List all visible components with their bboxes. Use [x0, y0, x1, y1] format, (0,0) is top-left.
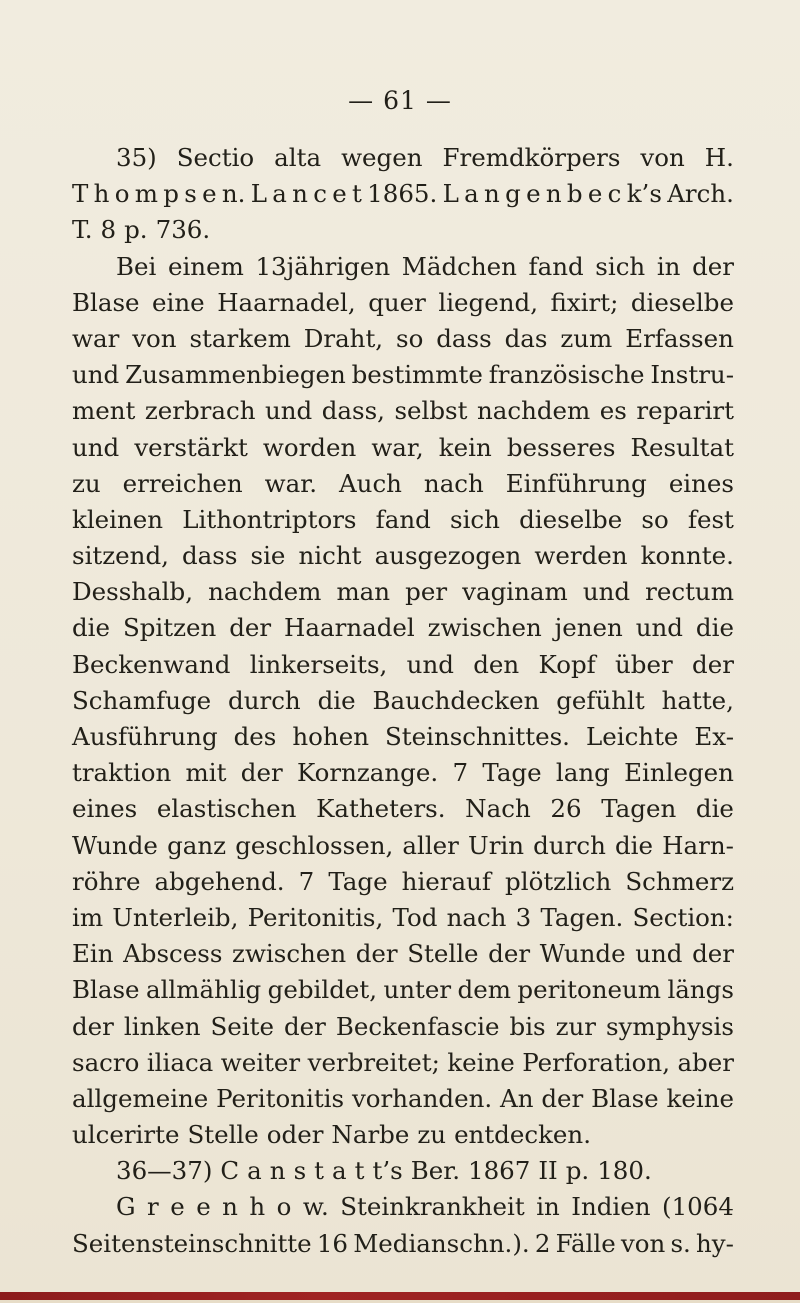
- text-line: Ein Abscess zwischen der Stelle der Wunde und der: [72, 939, 734, 969]
- text-line: 36—37) C a n s t a t t’s Ber. 1867 II p. 180.: [116, 1156, 652, 1186]
- text-line: Ausführung des hohen Steinschnittes. Leichte Ex-: [72, 722, 734, 751]
- text-line: T h o m p s e n. L a n c e t 1865. L a n g e n b e c k’s Arch.: [72, 179, 734, 209]
- text-line: traktion mit der Kornzange. 7 Tage lang Einlegen: [72, 758, 734, 788]
- text-line: T. 8 p. 736.: [72, 215, 211, 245]
- page-number: — 61 —: [348, 86, 452, 115]
- text-line: im Unterleib, Peritonitis, Tod nach 3 Tagen. Section:: [72, 902, 734, 932]
- text-line: Beckenwand linkerseits, und den Kopf über der: [72, 649, 734, 679]
- text-line: die Spitzen der Haarnadel zwischen jenen und die: [72, 613, 734, 643]
- text-line: röhre abgehend. 7 Tage hierauf plötzlich Schmerz: [72, 866, 734, 896]
- text-line: ment zerbrach und dass, selbst nachdem es reparirt: [72, 396, 734, 426]
- text-line: Desshalb, nachdem man per vaginam und rectum: [72, 577, 734, 607]
- text-line: Blase allmählig gebildet, unter dem peritoneum längs: [72, 975, 734, 1005]
- text-line: war von starkem Draht, so dass das zum Erfassen: [72, 323, 734, 353]
- text-line: Blase eine Haarnadel, quer liegend, fixirt; dieselbe: [72, 287, 734, 317]
- text-line: und Zusammenbiegen bestimmte französische Instru-: [72, 360, 734, 390]
- text-line: ulcerirte Stelle oder Narbe zu entdecken.: [72, 1120, 592, 1150]
- text-line: Wunde ganz geschlossen, aller Urin durch die Harn-: [72, 830, 734, 860]
- text-line: kleinen Lithontriptors fand sich dieselbe so fest: [72, 504, 734, 534]
- text-line: Seitensteinschnitte 16 Medianschn.). 2 Fälle von s. hy-: [72, 1228, 734, 1258]
- text-line: sitzend, dass sie nicht ausgezogen werden konnte.: [72, 541, 734, 571]
- text-line: sacro iliaca weiter verbreitet; keine Perforation, aber: [72, 1047, 734, 1077]
- text-line: der linken Seite der Beckenfascie bis zur symphysis: [72, 1011, 734, 1041]
- text-line: 35) Sectio alta wegen Fremdkörpers von H.: [116, 143, 734, 172]
- bottom-border: [0, 1292, 800, 1300]
- text-line: Schamfuge durch die Bauchdecken gefühlt hatte,: [72, 685, 734, 715]
- text-line: zu erreichen war. Auch nach Einführung eines: [72, 468, 734, 498]
- text-line: eines elastischen Katheters. Nach 26 Tagen die: [72, 794, 734, 824]
- text-line: Bei einem 13jährigen Mädchen fand sich in der: [116, 251, 734, 281]
- text-line: und verstärkt worden war, kein besseres Resultat: [72, 432, 734, 462]
- text-line: allgemeine Peritonitis vorhanden. An der Blase keine: [72, 1083, 734, 1113]
- body-text: [72, 140, 734, 1262]
- text-line: G r e e n h o w. Steinkrankheit in Indien (1064: [116, 1192, 734, 1222]
